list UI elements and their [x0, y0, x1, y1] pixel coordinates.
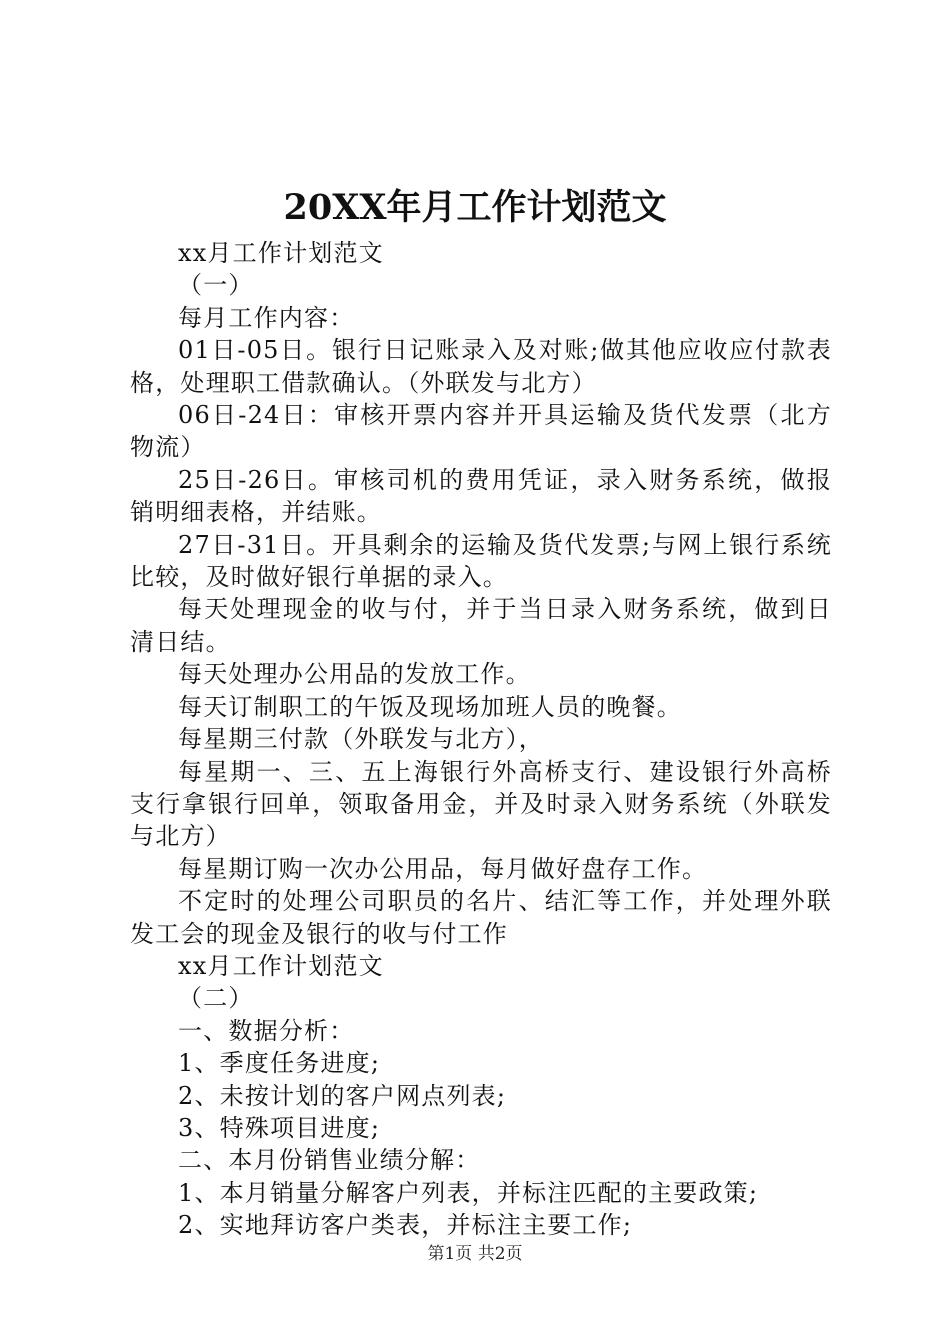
paragraph: xx月工作计划范文 — [178, 239, 384, 267]
paragraph: 27日-31日。开具剩余的运输及货代发票;与网上银行系统比较，及时做好银行单据的录入。 — [130, 530, 832, 592]
paragraph: 二、本月份销售业绩分解： — [178, 1146, 481, 1175]
paragraph: 3、特殊项目进度; — [178, 1113, 381, 1142]
paragraph: 一、数据分析： — [178, 1016, 355, 1045]
document-body — [130, 237, 832, 1242]
paragraph: 每星期一、三、五上海银行外高桥支行、建设银行外高桥支行拿银行回单，领取备用金，并及时录入财务系统（外联发与北方） — [130, 757, 832, 851]
paragraph: 每天处理办公用品的发放工作。 — [178, 660, 531, 689]
paragraph: xx月工作计划范文 — [178, 951, 384, 980]
document-title: 20XX年月工作计划范文 — [283, 187, 667, 228]
paragraph: （二） — [178, 984, 254, 1013]
paragraph: 2、未按计划的客户网点列表; — [178, 1081, 507, 1110]
paragraph: 1、本月销量分解客户列表，并标注匹配的主要政策; — [178, 1178, 759, 1207]
paragraph: 不定时的处理公司职员的名片、结汇等工作，并处理外联发工会的现金及银行的收与付工作 — [130, 887, 832, 948]
paragraph: 每天处理现金的收与付，并于当日录入财务系统，做到日清日结。 — [130, 595, 832, 656]
paragraph: 每星期三付款（外联发与北方）， — [178, 725, 544, 754]
paragraph: 06日-24日：审核开票内容并开具运输及货代发票（北方物流） — [130, 401, 832, 462]
paragraph: 1、季度任务进度; — [178, 1049, 381, 1078]
paragraph: 每星期订购一次办公用品，每月做好盘存工作。 — [178, 854, 708, 883]
paragraph: 每天订制职工的午饭及现场加班人员的晚餐。 — [178, 692, 682, 721]
paragraph: 每月工作内容： — [178, 303, 355, 332]
paragraph: （一） — [178, 271, 254, 300]
page-number: 第1页 共2页 — [427, 1244, 523, 1264]
paragraph: 2、实地拜访客户类表，并标注主要工作; — [178, 1211, 633, 1240]
paragraph: 01日-05日。银行日记账录入及对账;做其他应收应付款表格，处理职工借款确认。（外联发与北方） — [130, 336, 832, 397]
paragraph: 25日-26日。审核司机的费用凭证，录入财务系统，做报销明细表格，并结账。 — [130, 465, 832, 527]
